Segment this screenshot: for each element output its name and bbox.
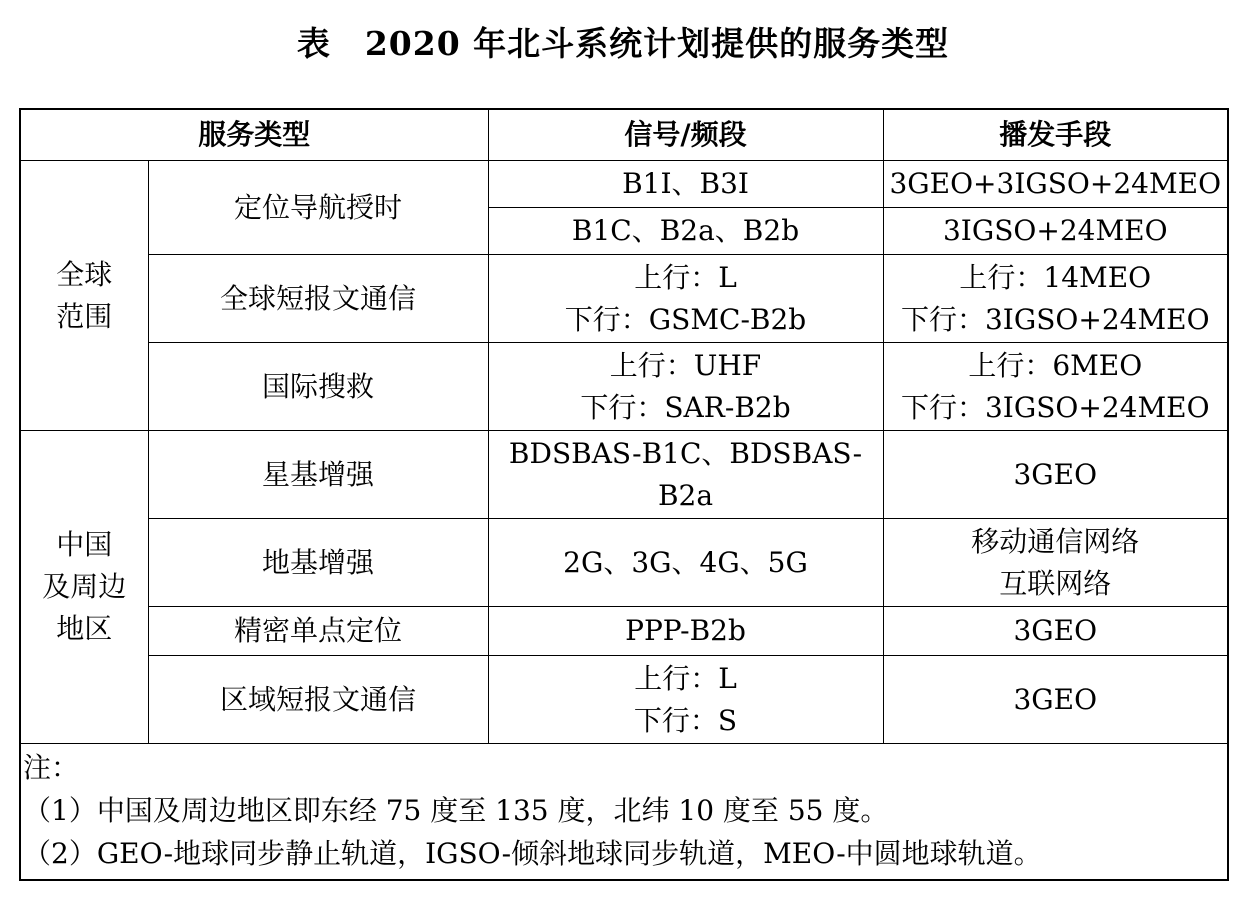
header-broadcast: 播发手段 <box>883 109 1228 161</box>
notes-cell <box>20 744 1228 881</box>
cell-line: 上行：14MEO <box>959 260 1152 294</box>
region-cell <box>20 431 148 744</box>
cell-line: 下行：3IGSO+24MEO <box>900 302 1210 336</box>
cell-line: 全球 <box>56 257 113 291</box>
cell-line: 移动通信网络 <box>971 524 1140 558</box>
cell-line: 上行：L <box>634 661 737 695</box>
service-name-cell: 区域短报文通信 <box>148 656 488 744</box>
cell-line: 上行：6MEO <box>968 348 1143 382</box>
broadcast-cell <box>883 656 1228 744</box>
broadcast-cell <box>883 519 1228 607</box>
cell-line: 3GEO+3IGSO+24MEO <box>889 167 1222 200</box>
cell-line: B1C、B2a、B2b <box>571 214 800 247</box>
broadcast-cell <box>883 343 1228 431</box>
cell-line: 地区 <box>56 612 113 645</box>
cell-line: 互联网络 <box>999 566 1112 600</box>
cell-line: 下行：GSMC-B2b <box>564 302 807 336</box>
cell-line: B2a <box>657 478 714 512</box>
cell-line: 上行：UHF <box>609 348 762 382</box>
cell-line: 及周边 <box>42 570 127 603</box>
signal-cell <box>488 255 883 343</box>
signal-cell <box>488 161 883 208</box>
table-row <box>20 431 1228 519</box>
cell-line: 上行：L <box>634 260 737 294</box>
signal-cell <box>488 519 883 607</box>
signal-cell <box>488 208 883 255</box>
broadcast-cell <box>883 255 1228 343</box>
service-name-cell: 星基增强 <box>148 431 488 519</box>
service-name-cell: 定位导航授时 <box>148 161 488 255</box>
table-title: 表 2020 年北斗系统计划提供的服务类型 <box>296 24 950 63</box>
table-row <box>20 343 1228 431</box>
region-cell <box>20 161 148 431</box>
note-heading: 注： <box>23 751 80 784</box>
cell-line: 3GEO <box>1013 457 1098 491</box>
cell-line: PPP-B2b <box>625 614 746 647</box>
cell-line: 范围 <box>56 299 113 333</box>
table-row <box>20 519 1228 607</box>
broadcast-cell <box>883 208 1228 255</box>
service-name-cell: 国际搜救 <box>148 343 488 431</box>
table-row <box>20 161 1228 208</box>
cell-line: 2G、3G、4G、5G <box>563 545 808 579</box>
cell-line: 3GEO <box>1013 614 1098 647</box>
service-name-cell: 精密单点定位 <box>148 607 488 656</box>
cell-line: BDSBAS-B1C、BDSBAS- <box>508 436 863 470</box>
header-signal: 信号/频段 <box>488 109 883 161</box>
cell-line: 下行：S <box>633 703 738 737</box>
service-name-cell: 地基增强 <box>148 519 488 607</box>
signal-cell <box>488 656 883 744</box>
cell-line: 3GEO <box>1013 682 1098 716</box>
header-service-type: 服务类型 <box>20 109 488 161</box>
broadcast-cell <box>883 431 1228 519</box>
service-table <box>19 108 1229 881</box>
signal-cell <box>488 607 883 656</box>
cell-line: 3IGSO+24MEO <box>942 214 1168 247</box>
table-row <box>20 607 1228 656</box>
cell-line: 下行：3IGSO+24MEO <box>900 390 1210 424</box>
note-1: （1）中国及周边地区即东经 75 度至 135 度，北纬 10 度至 55 度。 <box>23 794 889 827</box>
note-2: （2）GEO-地球同步静止轨道，IGSO-倾斜地球同步轨道，MEO-中圆地球轨道。 <box>23 837 1042 870</box>
cell-line: 中国 <box>56 528 113 561</box>
broadcast-cell <box>883 161 1228 208</box>
signal-cell <box>488 431 883 519</box>
notes-row <box>20 744 1228 881</box>
service-name-cell: 全球短报文通信 <box>148 255 488 343</box>
header-row <box>20 109 1228 161</box>
broadcast-cell <box>883 607 1228 656</box>
cell-line: B1I、B3I <box>622 167 749 200</box>
signal-cell <box>488 343 883 431</box>
table-row <box>20 656 1228 744</box>
table-body <box>20 161 1228 744</box>
cell-line: 下行：SAR-B2b <box>580 390 791 424</box>
table-row <box>20 255 1228 343</box>
